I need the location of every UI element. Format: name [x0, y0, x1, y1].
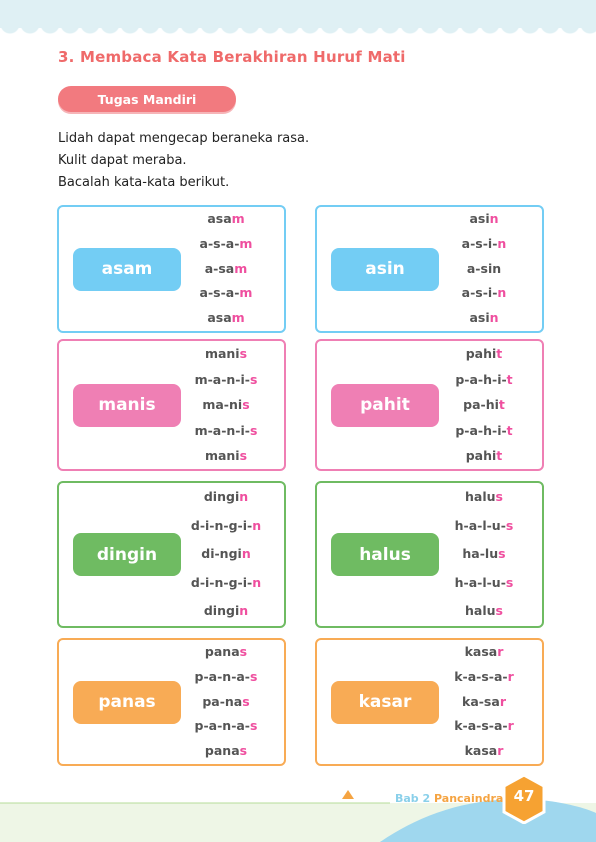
- final-consonant: s: [249, 371, 258, 387]
- syllable-text: pa-na: [202, 693, 243, 709]
- syllable-line: [181, 257, 271, 282]
- final-consonant: t: [496, 346, 503, 361]
- syllable-text: pana: [204, 644, 240, 659]
- footer-chapter-label: [395, 792, 503, 805]
- syllable-line: [439, 207, 529, 232]
- syllable-text: kasa: [464, 743, 498, 759]
- final-consonant: m: [239, 285, 253, 301]
- word-label: manis: [73, 384, 181, 427]
- syllable-line: [439, 443, 529, 469]
- syllable-text: d-i-n-g-i-: [190, 574, 253, 590]
- syllable-line: [181, 665, 271, 690]
- final-consonant: n: [241, 546, 251, 562]
- final-consonant: s: [239, 346, 248, 361]
- syllable-text: asi: [469, 211, 490, 226]
- syllable-line: [439, 232, 529, 257]
- task-label-pill: Tugas Mandiri: [58, 86, 236, 112]
- final-consonant: n: [239, 603, 249, 619]
- final-consonant: t: [498, 397, 505, 413]
- final-consonant: r: [497, 743, 504, 759]
- syllable-text: p-a-h-i-: [455, 371, 507, 387]
- syllable-text: dingi: [203, 603, 240, 619]
- word-card: [57, 638, 286, 766]
- final-consonant: s: [505, 574, 514, 590]
- syllable-line: [181, 540, 271, 569]
- syllable-line: [181, 367, 271, 393]
- syllable-line: [181, 714, 271, 739]
- syllable-line: [181, 569, 271, 598]
- syllable-text: ka-sa: [462, 693, 500, 709]
- syllable-line: [181, 640, 271, 665]
- word-label: dingin: [73, 533, 181, 576]
- syllable-text: asa: [207, 211, 232, 226]
- final-consonant: r: [507, 668, 514, 684]
- syllable-text: m-a-n-i-: [194, 422, 250, 438]
- chapter-topic: Pancaindra: [434, 792, 504, 805]
- word-card: [315, 638, 544, 766]
- final-consonant: s: [505, 517, 514, 533]
- final-consonant: n: [489, 211, 499, 226]
- syllable-line: [181, 483, 271, 512]
- syllable-text: a-s-i-: [461, 285, 498, 301]
- final-consonant: n: [252, 574, 262, 590]
- word-label: kasar: [331, 681, 439, 724]
- syllable-text: ma-ni: [202, 397, 243, 413]
- syllable-line: [181, 207, 271, 232]
- syllable-text: h-a-l-u-: [454, 574, 506, 590]
- syllable-line: [181, 690, 271, 715]
- final-consonant: s: [250, 718, 258, 734]
- syllable-text: pana: [204, 743, 240, 759]
- syllable-line: [181, 392, 271, 418]
- word-card: [57, 339, 286, 471]
- syllable-line: [439, 392, 529, 418]
- cloud-edge-decoration: [0, 20, 596, 34]
- word-label: asam: [73, 248, 181, 291]
- syllable-text: mani: [204, 448, 240, 464]
- syllable-text: a-sa: [204, 260, 235, 276]
- final-consonant: t: [506, 371, 513, 387]
- word-card: [315, 481, 544, 628]
- final-consonant: s: [495, 489, 503, 504]
- syllable-line: [439, 483, 529, 512]
- final-consonant: n: [497, 285, 507, 301]
- final-consonant: s: [242, 693, 250, 709]
- word-label: halus: [331, 533, 439, 576]
- syllable-text: pahi: [465, 448, 497, 464]
- final-consonant: s: [242, 397, 250, 413]
- footer-arrow-icon: [342, 790, 354, 799]
- syllable-line: [439, 540, 529, 569]
- final-consonant: m: [239, 235, 253, 251]
- syllable-line: [181, 306, 271, 331]
- syllable-text: halu: [465, 603, 496, 619]
- syllable-text: p-a-h-i-: [455, 422, 507, 438]
- word-card: [315, 339, 544, 471]
- syllable-text: d-i-n-g-i-: [190, 517, 253, 533]
- syllable-text: a-s-a-: [199, 285, 240, 301]
- final-consonant: t: [506, 422, 513, 438]
- syllable-text: halu: [465, 489, 496, 504]
- syllable-line: [439, 341, 529, 367]
- intro-line: Bacalah kata-kata berikut.: [58, 175, 230, 190]
- final-consonant: s: [239, 448, 248, 464]
- syllable-text: a-s-i-: [461, 235, 498, 251]
- final-consonant: r: [499, 693, 506, 709]
- syllable-line: [439, 714, 529, 739]
- syllable-line: [439, 306, 529, 331]
- syllable-line: [439, 690, 529, 715]
- final-consonant: m: [231, 211, 245, 226]
- syllable-line: [181, 232, 271, 257]
- syllable-line: [439, 640, 529, 665]
- word-label: asin: [331, 248, 439, 291]
- final-consonant: r: [497, 644, 504, 659]
- syllable-text: a-sin: [466, 260, 502, 276]
- syllable-line: [439, 739, 529, 764]
- syllable-text: a-s-a-: [199, 235, 240, 251]
- syllable-text: pahi: [465, 346, 497, 361]
- section-heading: 3. Membaca Kata Berakhiran Huruf Mati: [58, 48, 406, 66]
- final-consonant: s: [250, 668, 258, 684]
- final-consonant: m: [231, 310, 245, 326]
- syllable-line: [439, 569, 529, 598]
- final-consonant: n: [252, 517, 262, 533]
- syllable-text: k-a-s-a-: [454, 668, 508, 684]
- syllable-line: [181, 281, 271, 306]
- syllable-line: [439, 418, 529, 444]
- syllable-text: mani: [204, 346, 240, 361]
- syllable-line: [439, 257, 529, 282]
- syllable-line: [439, 665, 529, 690]
- word-label: pahit: [331, 384, 439, 427]
- final-consonant: n: [497, 235, 507, 251]
- final-consonant: n: [489, 310, 499, 326]
- final-consonant: s: [239, 644, 248, 659]
- final-consonant: r: [507, 718, 514, 734]
- word-label: panas: [73, 681, 181, 724]
- syllable-line: [439, 597, 529, 626]
- intro-line: Lidah dapat mengecap beraneka rasa.: [58, 131, 310, 146]
- final-consonant: s: [239, 743, 248, 759]
- syllable-text: p-a-n-a-: [194, 668, 250, 684]
- syllable-line: [181, 597, 271, 626]
- syllable-line: [439, 281, 529, 306]
- final-consonant: s: [498, 546, 506, 562]
- syllable-line: [439, 367, 529, 393]
- final-consonant: s: [249, 422, 258, 438]
- word-card: [57, 481, 286, 628]
- syllable-line: [439, 512, 529, 541]
- syllable-text: kasa: [464, 644, 498, 659]
- syllable-text: p-a-n-a-: [194, 718, 250, 734]
- syllable-line: [181, 418, 271, 444]
- syllable-text: asa: [207, 310, 232, 326]
- syllable-text: di-ngi: [201, 546, 242, 562]
- word-card: [315, 205, 544, 333]
- intro-line: Kulit dapat meraba.: [58, 153, 187, 168]
- final-consonant: n: [239, 489, 249, 504]
- syllable-line: [181, 341, 271, 367]
- syllable-text: ha-lu: [462, 546, 499, 562]
- final-consonant: s: [495, 603, 503, 619]
- intro-text: [58, 128, 309, 194]
- syllable-text: h-a-l-u-: [454, 517, 506, 533]
- syllable-line: [181, 443, 271, 469]
- word-card: [57, 205, 286, 333]
- syllable-text: k-a-s-a-: [454, 718, 508, 734]
- syllable-text: pa-hi: [463, 397, 499, 413]
- page-number: 47: [513, 787, 535, 805]
- syllable-line: [181, 512, 271, 541]
- syllable-text: dingi: [203, 489, 240, 504]
- syllable-text: asi: [469, 310, 490, 326]
- final-consonant: t: [496, 448, 503, 464]
- syllable-line: [181, 739, 271, 764]
- chapter-number: Bab 2: [395, 792, 431, 805]
- final-consonant: m: [234, 260, 248, 276]
- syllable-text: m-a-n-i-: [194, 371, 250, 387]
